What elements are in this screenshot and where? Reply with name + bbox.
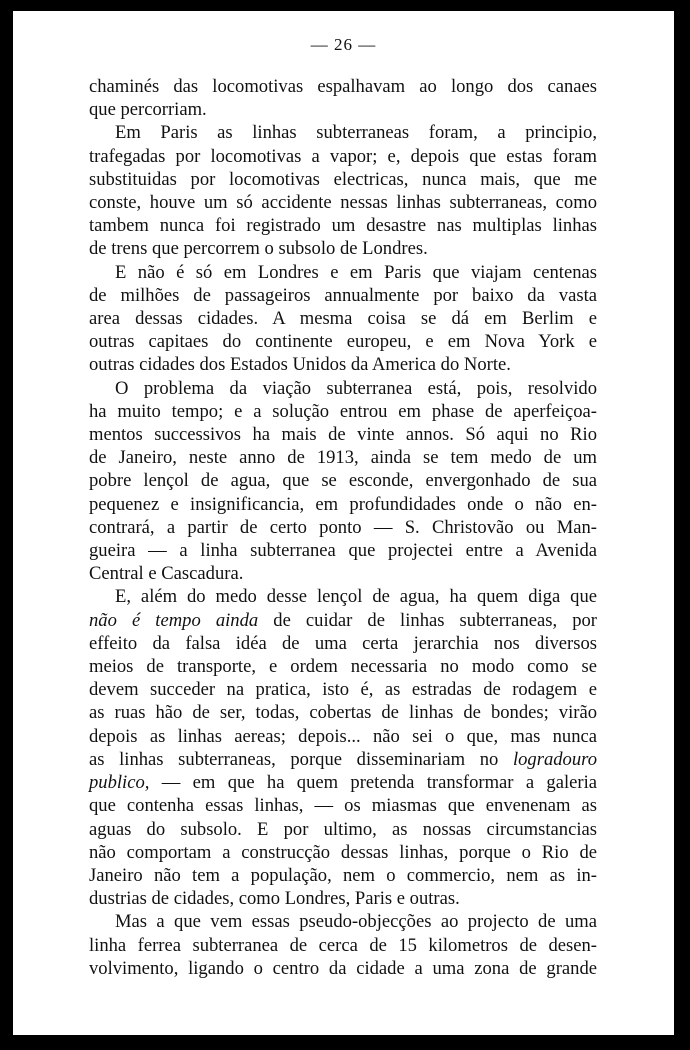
text-line: trafegadas por locomotivas a vapor; e, depois que estas foram <box>89 145 597 167</box>
text-line: mentos successivos ha mais de vinte annos. Só aqui no Rio <box>89 424 597 446</box>
text-line: volvimento, ligando o centro da cidade a uma zona de grande <box>89 957 597 979</box>
text-line: não é tempo ainda de cuidar de linhas subterraneas, por <box>89 609 597 631</box>
text-line: tambem nunca foi registrado um desastre nas multiplas linhas <box>89 215 597 237</box>
paragraph-4 <box>89 377 597 586</box>
text-line: Janeiro não tem a população, nem o commercio, nem as in- <box>89 864 597 886</box>
text-line: as linhas subterraneas, porque disseminariam no logradouro <box>89 748 597 770</box>
text-line: dustrias de cidades, como Londres, Paris e outras. <box>89 888 460 910</box>
document-page <box>13 11 674 1035</box>
text-line: ha muito tempo; e a solução entrou em phase de aperfeiçoa- <box>89 400 597 422</box>
text-line: outras capitaes do continente europeu, e em Nova York e <box>89 331 597 353</box>
text-line: contrará, a partir de certo ponto — S. Christovão ou Man- <box>89 516 597 538</box>
text-line: publico, — em que ha quem pretenda transformar a galeria <box>89 772 597 794</box>
paragraph-6 <box>89 910 597 980</box>
text-line: conste, houve um só accidente nessas linhas subterraneas, como <box>89 192 597 214</box>
text-line: effeito da falsa idéa de uma certa jerarchia nos diversos <box>89 632 597 654</box>
text-line: chaminés das locomotivas espalhavam ao longo dos canaes <box>89 76 597 97</box>
text-line: que percorriam. <box>89 99 207 121</box>
text-line: gueira — a linha subterranea que projectei entre a Avenida <box>89 540 597 562</box>
text-line: de trens que percorrem o subsolo de Londres. <box>89 238 428 260</box>
text-line: que contenha essas linhas, — os miasmas que envenenam as <box>89 795 597 817</box>
text-line: meios de transporte, e ordem necessaria no modo como se <box>89 656 597 678</box>
text-line: as ruas hão de ser, todas, cobertas de linhas de bondes; virão <box>89 702 597 724</box>
text-line: Central e Cascadura. <box>89 563 244 585</box>
paragraph-3 <box>89 261 597 377</box>
text-line: depois as linhas aereas; depois... não sei o que, mas nunca <box>89 725 597 747</box>
text-line: pequenez e insignificancia, em profundidades onde o não en- <box>89 493 597 515</box>
text-line: area dessas cidades. A mesma coisa se dá em Berlim e <box>89 308 597 330</box>
paragraph-5 <box>89 585 597 910</box>
text-line: de Janeiro, neste anno de 1913, ainda se tem medo de um <box>89 447 597 469</box>
text-line: linha ferrea subterranea de cerca de 15 kilometros de desen- <box>89 934 597 956</box>
paragraph-2 <box>89 121 597 260</box>
text-line: O problema da viação subterranea está, pois, resolvido <box>115 377 597 399</box>
text-line: pobre lençol de agua, que se esconde, envergonhado de sua <box>89 470 597 492</box>
text-line: outras cidades dos Estados Unidos da America do Norte. <box>89 354 511 376</box>
text-line: aguas do subsolo. E por ultimo, as nossas circumstancias <box>89 818 597 840</box>
page-text <box>89 75 597 980</box>
text-line: Em Paris as linhas subterraneas foram, a principio, <box>115 122 597 144</box>
text-line: Mas a que vem essas pseudo-objecções ao projecto de uma <box>115 911 597 933</box>
text-line: devem succeder na pratica, isto é, as estradas de rodagem e <box>89 679 597 701</box>
page-number: — 26 — <box>310 35 377 54</box>
text-line: não comportam a construcção dessas linhas, porque o Rio de <box>89 841 597 863</box>
text-line: E não é só em Londres e em Paris que viajam centenas <box>115 261 597 283</box>
text-line: de milhões de passageiros annualmente por baixo da vasta <box>89 284 597 306</box>
text-line: E, além do medo desse lençol de agua, ha quem diga que <box>115 586 597 608</box>
text-line: substituidas por locomotivas electricas, nunca mais, que me <box>89 168 597 190</box>
paragraph-1 <box>89 75 597 121</box>
